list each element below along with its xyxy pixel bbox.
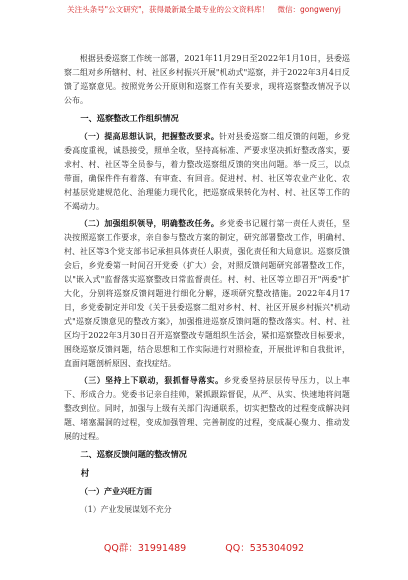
paragraph-awareness	[64, 130, 350, 214]
banner-wechat-text: 微信：gongwenyj	[277, 5, 341, 14]
paragraph-text: 乡党委书记履行第一责任人责任，坚决按照巡察工作要求，亲自参与整改方案的制定，研究部署整改工作，明确村、村、社区等3个党支部书记承担具体责任人职责，强化责任和大局意识。巡察反馈会后，乡党委第一时间召开党委（扩大）会，对照反馈问题研究部署整改工作，以"嵌入式"监督落实巡察整改日常监督责任。村、村、社区等立即召开"两委"扩大化，分别将巡察反馈问题进行细化分解，逐项研究整改措施。2022年4月17日，乡党委制定并印发《关于县委巡察二组对乡村、村、社区开展乡村振兴"机动式"巡察反馈意见的整改方案》，加强推进巡察反馈问题的整改落实。村、村、社区均于2022年3月30日召开巡察整改专题组织生活会，紧扣巡察整改目标要求，围绕巡察反馈问题，结合思想和工作实际进行对照检查，开展批评和自我批评，直面问题剖析原因、查找症结。	[64, 219, 350, 368]
paragraph-text: 针对县委巡察二组反馈的问题，乡党委高度重视，诚恳接受，照单全收，坚持高标准、严要求坚决抓好整改落实，要求村、村、社区等全员参与，着力整改巡察组反馈的突出问题。举一反三，以点带面，确保件件有着落、有审查、有回音。促进村、村、社区等农业产业化、农村基层党建规范化、治理能力现代化，把巡察成果转化为村、村、社区等工作的不竭动力。	[64, 132, 350, 211]
banner-promo-text: 关注头条号"公文研究"，获得最新最全最专业的公文资料库！	[67, 5, 270, 14]
paragraph-lead: （三）坚持上下联动，狠抓督导落实。	[79, 376, 224, 385]
qq-number-text: QQ：535304092	[225, 543, 305, 554]
subsection-heading-industry: （一）产业兴旺方面	[80, 487, 152, 496]
list-item: （1）产业发展谋划不充分	[79, 505, 172, 514]
header-banner	[0, 4, 408, 15]
footer-contact	[0, 540, 408, 554]
intro-paragraph: 根据县委巡察工作统一部署，2021年11月29日至2022年1月10日，县委巡察二组对乡所辖村、村、社区乡村振兴开展"机动式"巡察，并于2022年3月4日反馈了巡察意见。按照党务公开原则和巡察工作有关要求，现将巡察整改情况予以公布。	[64, 54, 350, 105]
paragraph-lead: （二）加强组织领导，明确整改任务。	[79, 219, 220, 228]
paragraph-leadership	[64, 217, 350, 371]
section-heading-rectification: 二、巡察反馈问题的整改情况	[80, 449, 187, 459]
paragraph-supervision	[64, 374, 350, 444]
village-heading: 村	[80, 468, 90, 478]
paragraph-lead: （一）提高思想认识，把握整改要求。	[79, 132, 220, 141]
section-heading-organization: 一、巡察整改工作组织情况	[80, 113, 179, 123]
document-body	[64, 52, 350, 517]
paragraph-text: 乡党委坚持层层传导压力，以上率下、形成合力。党委书记亲自挂帅，紧抓跟踪督促，从严、从实、快速地将问题整改到位。同时，加强与上级有关部门沟通联系，切实把整改的过程变成解决问题、堵塞漏洞的过程，变成加强管理、完善制度的过程，变成凝心聚力、推动发展的过程。	[64, 376, 350, 441]
qq-group-text: QQ群：31991489	[103, 543, 187, 554]
